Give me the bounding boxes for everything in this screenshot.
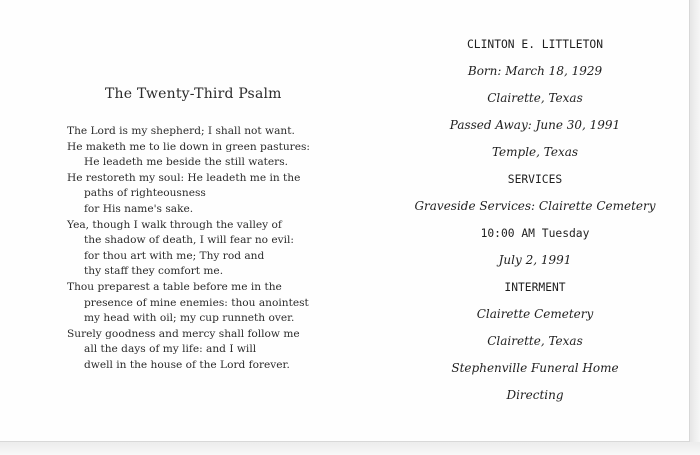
psalm-line: The Lord is my shepherd; I shall not want. (67, 125, 295, 137)
scan-edge-right (690, 0, 700, 455)
psalm-line: Yea, though I walk through the valley of (67, 218, 282, 231)
obituary-details (395, 36, 675, 414)
cemetery-place: Clairette, Texas (487, 334, 583, 348)
interment-heading: INTERMENT (504, 281, 566, 294)
funeral-home: Stephenville Funeral Home (451, 361, 619, 375)
psalm-title: The Twenty-Third Psalm (105, 86, 282, 102)
death-date: Passed Away: June 30, 1991 (449, 118, 621, 132)
psalm-line: all the days of my life: and I will (84, 343, 257, 356)
deceased-name: CLINTON E. LITTLETON (466, 38, 604, 51)
death-place: Temple, Texas (491, 145, 579, 159)
birth-date: Born: March 18, 1929 (467, 64, 603, 78)
service-date: July 2, 1991 (498, 253, 572, 267)
psalm-line: Thou preparest a table before me in the (67, 280, 282, 293)
service-time: 10:00 AM Tuesday (480, 227, 590, 240)
directing-label: Directing (506, 388, 564, 402)
psalm-line: Surely goodness and mercy shall follow me (67, 327, 300, 340)
psalm-line: He maketh me to lie down in green pastures: (67, 140, 310, 153)
scan-edge-bottom (0, 442, 700, 455)
psalm-line: dwell in the house of the Lord forever. (84, 358, 290, 371)
psalm-line: thy staff they comfort me. (84, 265, 224, 278)
cemetery-name: Clairette Cemetery (476, 307, 594, 321)
services-heading: SERVICES (507, 173, 563, 186)
birth-place: Clairette, Texas (487, 91, 583, 105)
psalm-line: paths of righteousness (84, 187, 206, 200)
psalm-line: He leadeth me beside the still waters. (84, 156, 289, 169)
psalm-text (67, 124, 347, 374)
psalm-line: my head with oil; my cup runneth over. (84, 312, 295, 325)
psalm-line: for thou art with me; Thy rod and (84, 249, 265, 262)
graveside-services: Graveside Services: Clairette Cemetery (414, 199, 656, 213)
psalm-line: presence of mine enemies: thou anointest (84, 296, 309, 309)
psalm-line: for His name's sake. (84, 202, 194, 215)
psalm-line: the shadow of death, I will fear no evil: (84, 234, 294, 247)
psalm-line: He restoreth my soul: He leadeth me in the (67, 171, 301, 184)
